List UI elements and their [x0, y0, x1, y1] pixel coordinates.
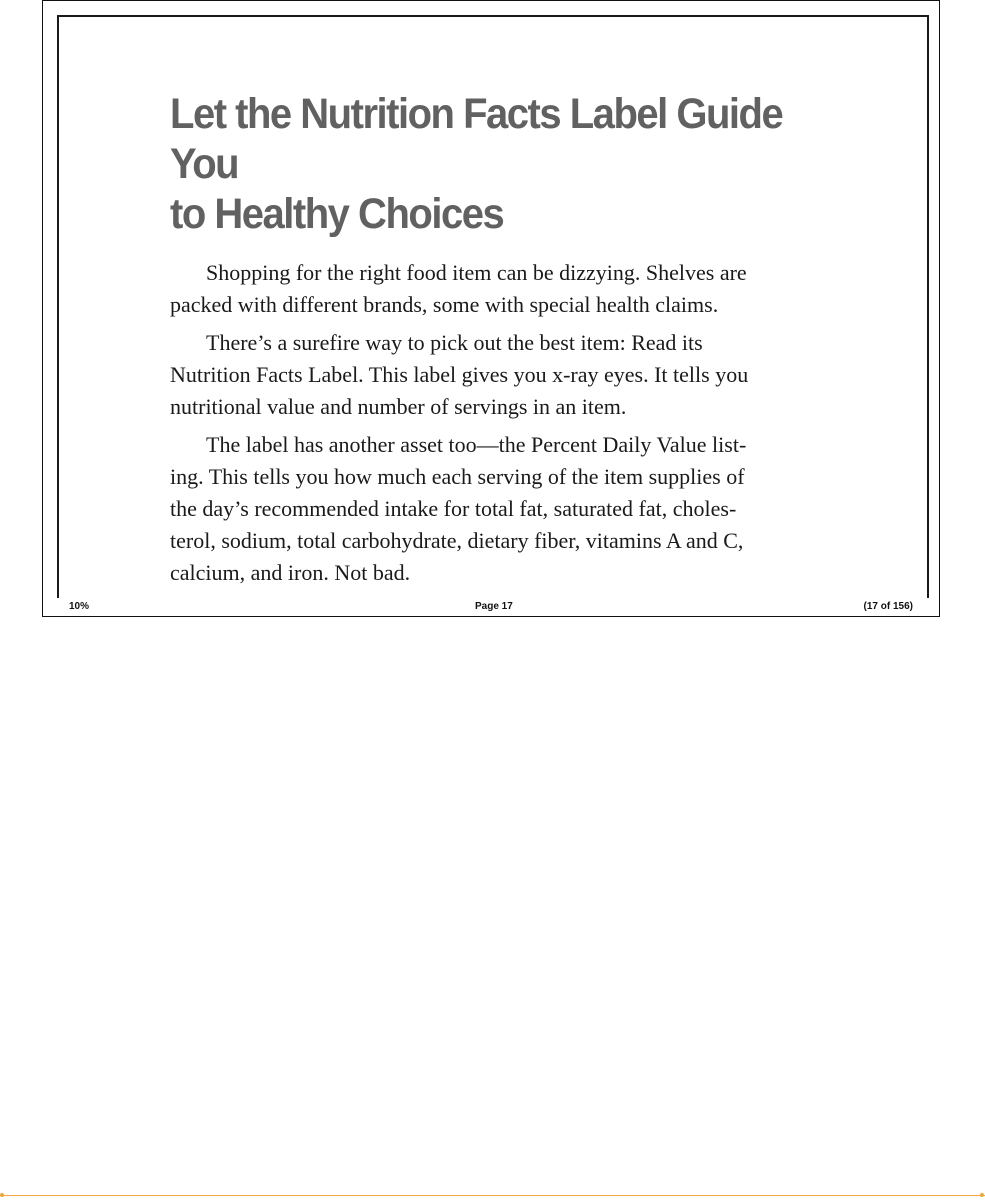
page-viewport[interactable]: [57, 15, 929, 598]
paragraph-1: [170, 257, 850, 321]
status-bar: [43, 598, 939, 616]
reader-window: [42, 0, 940, 617]
paragraph-line: There’s a surefire way to pick out the best item: Read its: [206, 330, 703, 355]
paragraph-line: ing. This tells you how much each serving of the item supplies of: [170, 464, 745, 489]
paragraph-line: Shopping for the right food item can be dizzying. Shelves are: [206, 260, 747, 285]
paragraph-line: calcium, and iron. Not bad.: [170, 560, 411, 585]
paragraph-line: the day’s recommended intake for total fat, saturated fat, choles-: [170, 496, 737, 521]
page-title: [170, 89, 840, 239]
divider-right-dot: [980, 1193, 984, 1197]
paragraph-line: terol, sodium, total carbohydrate, dietary fiber, vitamins A and C,: [170, 528, 744, 553]
page-label: Page 17: [475, 601, 513, 612]
divider-left-dot: [0, 1193, 4, 1197]
reading-progress: 10%: [69, 601, 90, 612]
page-count: (17 of 156): [863, 601, 913, 612]
page-title-line-2: to Healthy Choices: [170, 190, 504, 238]
paragraph-line: nutritional value and number of servings in an item.: [170, 394, 627, 419]
paragraph-2: [170, 327, 850, 423]
paragraph-line: The label has another asset too—the Percent Daily Value list-: [206, 432, 747, 457]
bottom-divider: [0, 1195, 985, 1196]
page-content: [170, 89, 850, 598]
page-title-line-1: Let the Nutrition Facts Label Guide You: [170, 90, 783, 188]
paragraph-line: packed with different brands, some with special health claims.: [170, 292, 719, 317]
paragraph-line: Nutrition Facts Label. This label gives you x-ray eyes. It tells you: [170, 362, 749, 387]
paragraph-3: [170, 429, 850, 589]
